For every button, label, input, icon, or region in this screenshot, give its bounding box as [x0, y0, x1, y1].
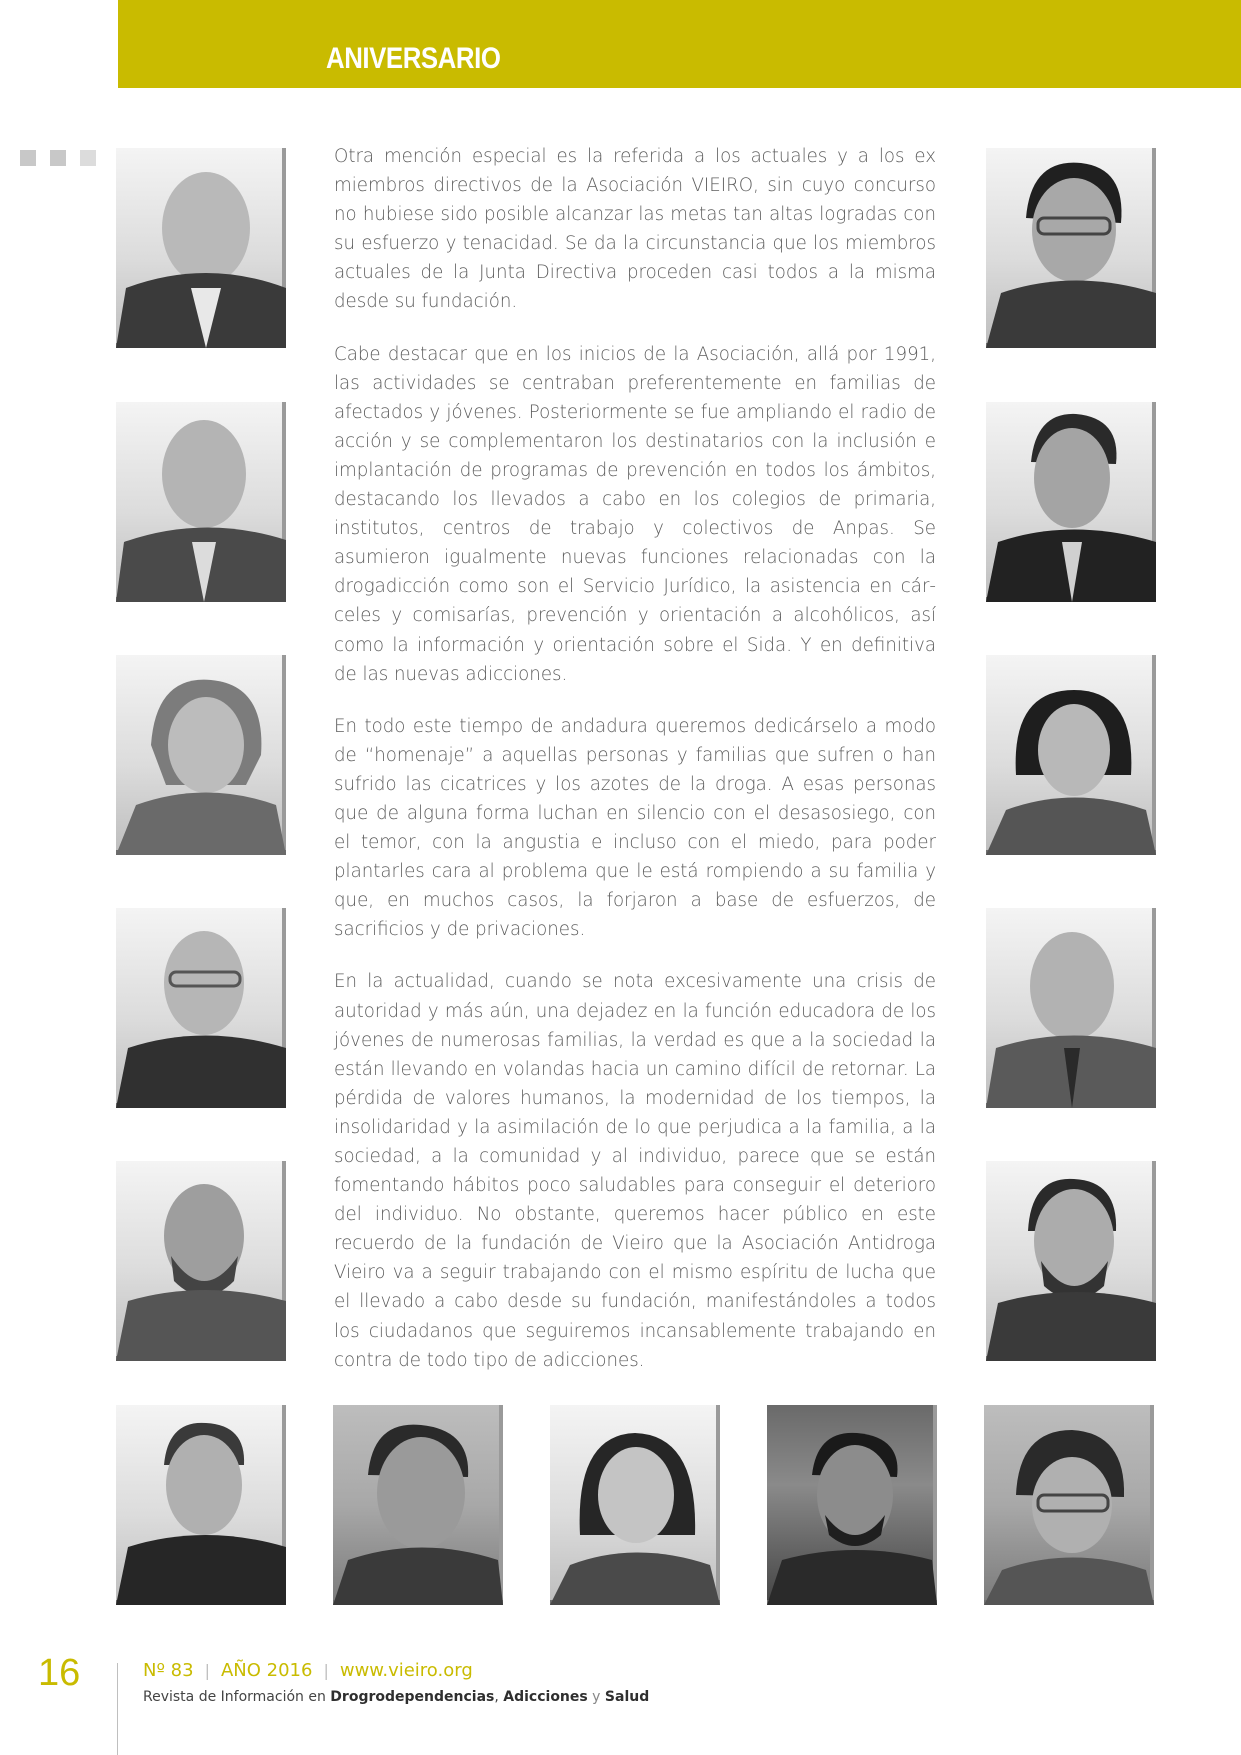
page-number: 16	[38, 1652, 81, 1694]
article-paragraph: En todo este tiempo de andadura queremos dedicárselo a modo de “homenaje” a aquellas personas y familias que sufren o han sufrido las cicatrices y los azotes de la droga. A esas personas que de alguna forma luchan en silencio con el desasosiego, con el temor, con la angustia e incluso con el miedo, para poder plantarles cara al problema que le está rompiendo a su familia y que, en muchos casos, la forjaron a base de esfuerzos, de sacrificios y de privaciones.	[334, 715, 936, 941]
portrait-photo	[116, 908, 286, 1108]
tagline-text: Revista de Información en	[143, 1689, 331, 1705]
portrait-photo	[767, 1405, 937, 1605]
portrait-photo	[986, 1161, 1156, 1361]
portrait-photo	[116, 1405, 286, 1605]
footer-tagline	[143, 1689, 649, 1705]
portrait-photo	[116, 402, 286, 602]
article-paragraph: Cabe destacar que en los inicios de la Asociación, allá por 1991, las actividades se centraban preferentemente en familias de afectados y jóvenes. Posteriormente se fue ampliando el radio de acción y se complementaron los destinatarios con la inclusión e implantación de programas de prevención en todos los ámbitos, destacando los llevados a cabo en los colegios de primaria, institutos, centros de trabajo y colectivos de Anpas. Se asumieron igualmente nuevas funciones relacionadas con la drogadicción como son el Servicio Jurídico, la asistencia en cárceles y comisarías, prevención y orientación a alcohólicos, así como la información y orientación sobre el Sida. Y en definitiva de las nuevas adicciones.	[334, 343, 936, 685]
tagline-text: y	[587, 1689, 605, 1705]
portrait-photo	[986, 655, 1156, 855]
article-paragraph: En la actualidad, cuando se nota excesivamente una crisis de autoridad y más aún, una dejadez en la función educadora de los jóvenes de numerosas familias, la verdad es que a la sociedad la están llevando en volandas hacia un camino difícil de retornar. La pérdida de valores humanos, la modernidad de los tiempos, la insolidaridad y la asimilación de lo que perjudica a la familia, a la sociedad, a la comunidad y al individuo, parece que se están fomentando hábitos poco saludables para conseguir el deterioro del individuo. No obstante, queremos hacer público en este recuerdo de la fundación de Vieiro que la Asociación Antidroga Vieiro va a seguir trabajando con el mismo espíritu de lucha que el llevado a cabo desde su fundación, manifestándoles a todos los ciudadanos que seguiremos incansablemente trabajando en contra de todo tipo de adicciones.	[334, 971, 936, 1371]
article-body	[334, 142, 936, 1398]
portrait-photo	[986, 908, 1156, 1108]
portrait-photo	[116, 148, 286, 348]
tagline-bold: Adicciones	[503, 1689, 588, 1705]
website-link[interactable]: www.vieiro.org	[339, 1660, 473, 1681]
section-title: ANIVERSARIO	[326, 42, 501, 75]
portrait-photo	[333, 1405, 503, 1605]
tagline-bold: Salud	[604, 1689, 650, 1705]
portrait-photo	[116, 1161, 286, 1361]
issue-year: AÑO 2016	[220, 1660, 313, 1681]
footer-divider	[117, 1663, 118, 1755]
footer-issue-line: Nº 83 | AÑO 2016 | www.vieiro.org	[143, 1660, 473, 1681]
portrait-photo	[986, 148, 1156, 348]
header-bar	[118, 0, 1241, 88]
issue-number: Nº 83	[143, 1660, 194, 1681]
portrait-photo	[116, 655, 286, 855]
article-paragraph: Otra mención especial es la referida a los actuales y a los ex miembros directivos de la Asociación VIEIRO, sin cuyo concurso no hubiese sido posible alcanzar las metas tan altas logradas con su esfuerzo y tenacidad. Se da la circunstancia que los miembros actuales de la Junta Directiva proceden casi todos a la misma desde su fundación.	[334, 146, 936, 313]
portrait-photo	[984, 1405, 1154, 1605]
tagline-text: ,	[494, 1689, 504, 1705]
portrait-photo	[986, 402, 1156, 602]
tagline-bold: Drogrodependencias	[330, 1689, 495, 1705]
portrait-photo	[550, 1405, 720, 1605]
